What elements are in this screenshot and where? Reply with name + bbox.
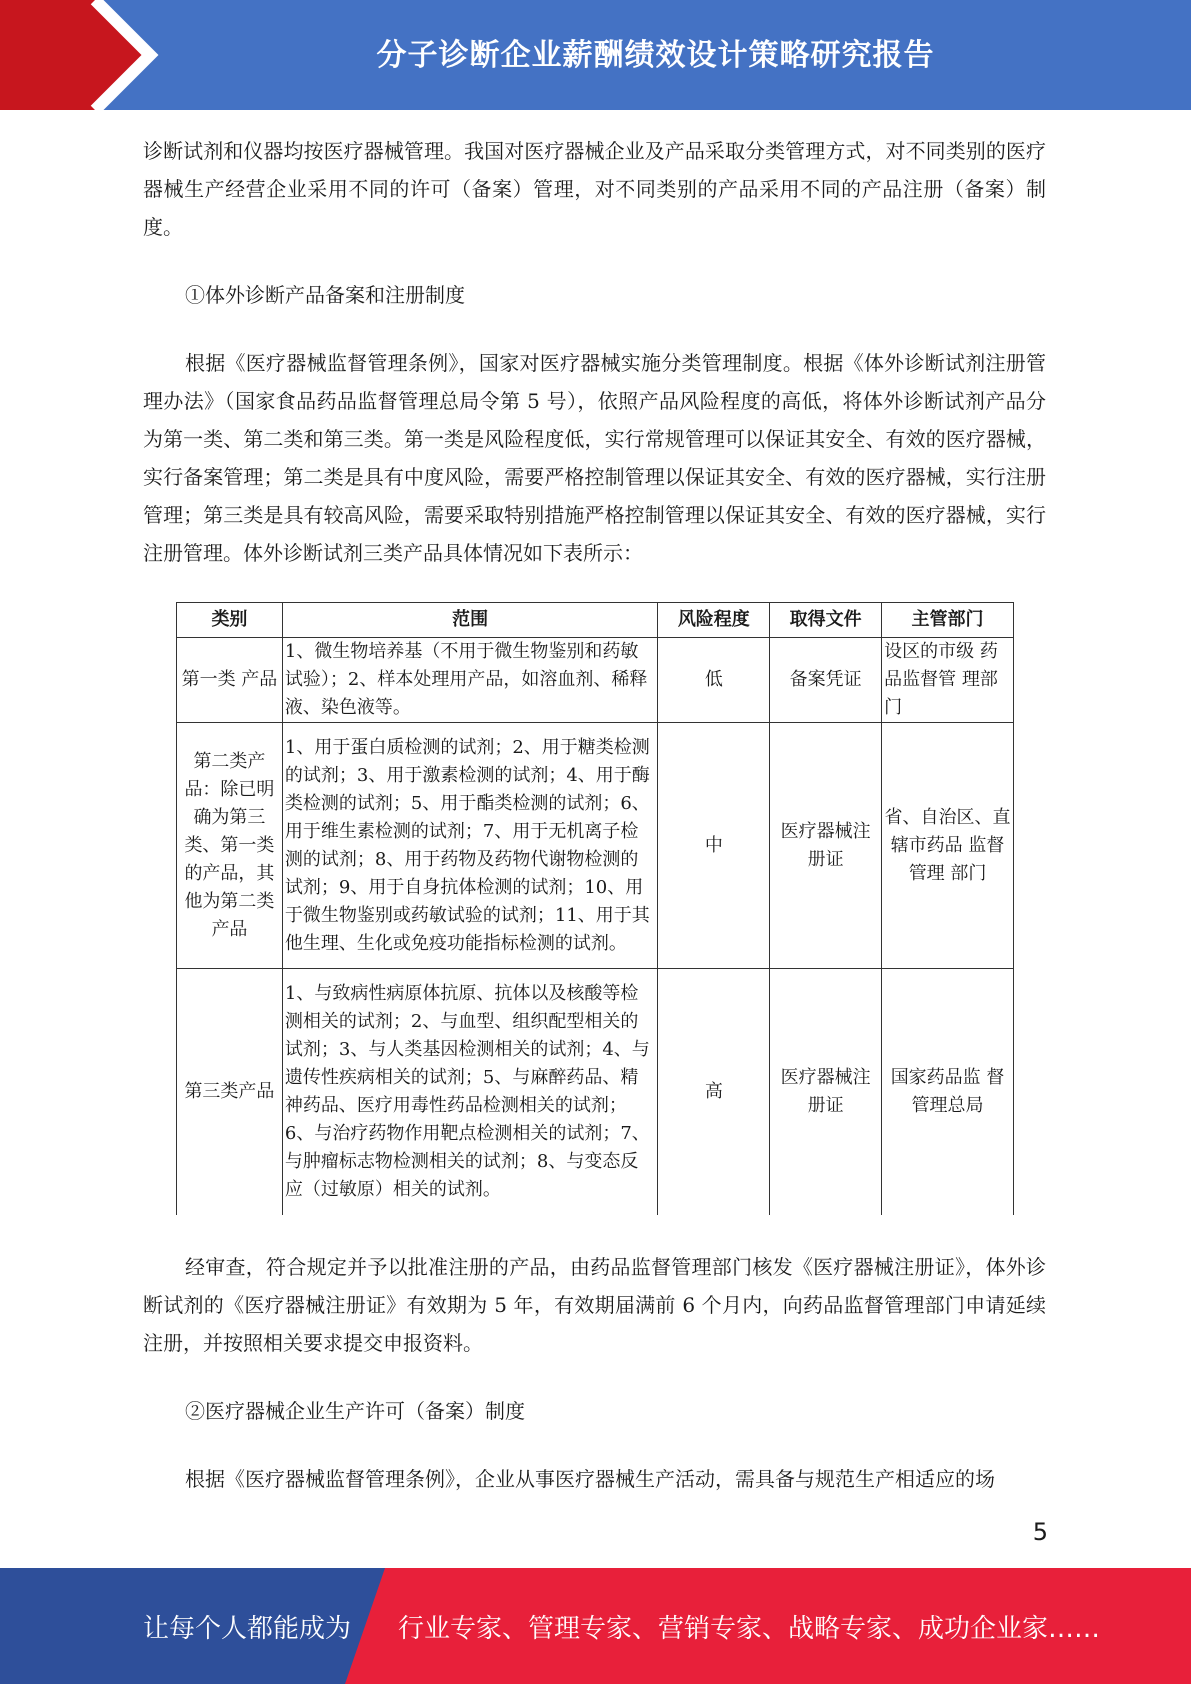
document-cell: 医疗器械注册证	[770, 723, 882, 969]
paragraph-4: 根据《医疗器械监督管理条例》，企业从事医疗器械生产活动，需具备与规范生产相适应的场	[185, 1467, 995, 1491]
footer-slogan-left: 让每个人都能成为	[143, 1614, 352, 1644]
scope-cell: 1、微生物培养基（不用于微生物鉴别和药敏试验）；2、样本处理用产品，如溶血剂、稀释液、染色液等。	[282, 638, 658, 723]
authority-cell: 国家药品监 督管理总局	[882, 969, 1014, 1215]
document-cell: 医疗器械注册证	[770, 969, 882, 1215]
table-header-row	[177, 603, 1014, 638]
category-cell: 第三类产品	[177, 969, 283, 1215]
table-row	[177, 638, 1014, 723]
footer-slogan-right: 行业专家、管理专家、营销专家、战略专家、成功企业家……	[398, 1614, 1101, 1644]
table-header-cell: 类别	[177, 603, 283, 638]
authority-cell: 设区的市级 药品监督管 理部门	[882, 638, 1014, 723]
report-title: 分子诊断企业薪酬绩效设计策略研究报告	[376, 38, 935, 73]
category-cell: 第一类 产品	[177, 638, 283, 723]
table-header-cell: 主管部门	[882, 603, 1014, 638]
document-cell: 备案凭证	[770, 638, 882, 723]
table-header-cell: 取得文件	[770, 603, 882, 638]
authority-cell: 省、自治区、直辖市药品 监督管理 部门	[882, 723, 1014, 969]
table-row	[177, 723, 1014, 969]
header-banner	[0, 0, 1191, 110]
footer-banner	[0, 1568, 1191, 1684]
category-cell: 第二类产品：除已明确为第三类、第一类的产品，其他为第二类产品	[177, 723, 283, 969]
paragraph-3: 经审查，符合规定并予以批准注册的产品，由药品监督管理部门核发《医疗器械注册证》，体外诊断试剂的《医疗器械注册证》有效期为 5 年，有效期届满前 6 个月内，向药品监督管理部门申请延续注册，并按照相关要求提交申报资料。	[143, 1255, 1046, 1355]
scope-cell: 1、与致病性病原体抗原、抗体以及核酸等检测相关的试剂；2、与血型、组织配型相关的试剂；3、与人类基因检测相关的试剂；4、与遗传性疾病相关的试剂；5、与麻醉药品、精神药品、医疗用毒性药品检测相关的试剂；6、与治疗药物作用靶点检测相关的试剂；7、与肿瘤标志物检测相关的试剂；8、与变态反应（过敏原）相关的试剂。	[282, 969, 658, 1215]
paragraph-2: 根据《医疗器械监督管理条例》，国家对医疗器械实施分类管理制度。根据《体外诊断试剂注册管理办法》（国家食品药品监督管理总局令第 5 号），依照产品风险程度的高低，将体外诊断试剂产品分为第一类、第二类和第三类。第一类是风险程度低，实行常规管理可以保证其安全、有效的医疗器械，实行备案管理；第二类是具有中度风险，需要严格控制管理以保证其安全、有效的医疗器械，实行注册管理；第三类是具有较高风险，需要采取特别措施严格控制管理以保证其安全、有效的医疗器械，实行注册管理。体外诊断试剂三类产品具体情况如下表所示：	[143, 351, 1046, 565]
classification-table	[176, 602, 1014, 1215]
section-heading-1: ①体外诊断产品备案和注册制度	[185, 283, 465, 307]
paragraph-1: 诊断试剂和仪器均按医疗器械管理。我国对医疗器械企业及产品采取分类管理方式，对不同类别的医疗器械生产经营企业采用不同的许可（备案）管理，对不同类别的产品采用不同的产品注册（备案）制度。	[143, 139, 1046, 239]
risk-cell: 高	[658, 969, 770, 1215]
header-arrow-decor	[0, 0, 200, 110]
table-row	[177, 969, 1014, 1215]
section-heading-2: ②医疗器械企业生产许可（备案）制度	[185, 1399, 525, 1423]
body-content-after-table	[143, 1248, 1046, 1498]
body-content	[143, 132, 1046, 572]
risk-cell: 低	[658, 638, 770, 723]
risk-cell: 中	[658, 723, 770, 969]
scope-cell: 1、用于蛋白质检测的试剂；2、用于糖类检测的试剂；3、用于激素检测的试剂；4、用于酶类检测的试剂；5、用于酯类检测的试剂；6、用于维生素检测的试剂；7、用于无机离子检测的试剂；8、用于药物及药物代谢物检测的试剂；9、用于自身抗体检测的试剂；10、用于微生物鉴别或药敏试验的试剂；11、用于其他生理、生化或免疫功能指标检测的试剂。	[282, 723, 658, 969]
page-number: 5	[1032, 1518, 1048, 1546]
table-header-cell: 风险程度	[658, 603, 770, 638]
table-header-cell: 范围	[282, 603, 658, 638]
